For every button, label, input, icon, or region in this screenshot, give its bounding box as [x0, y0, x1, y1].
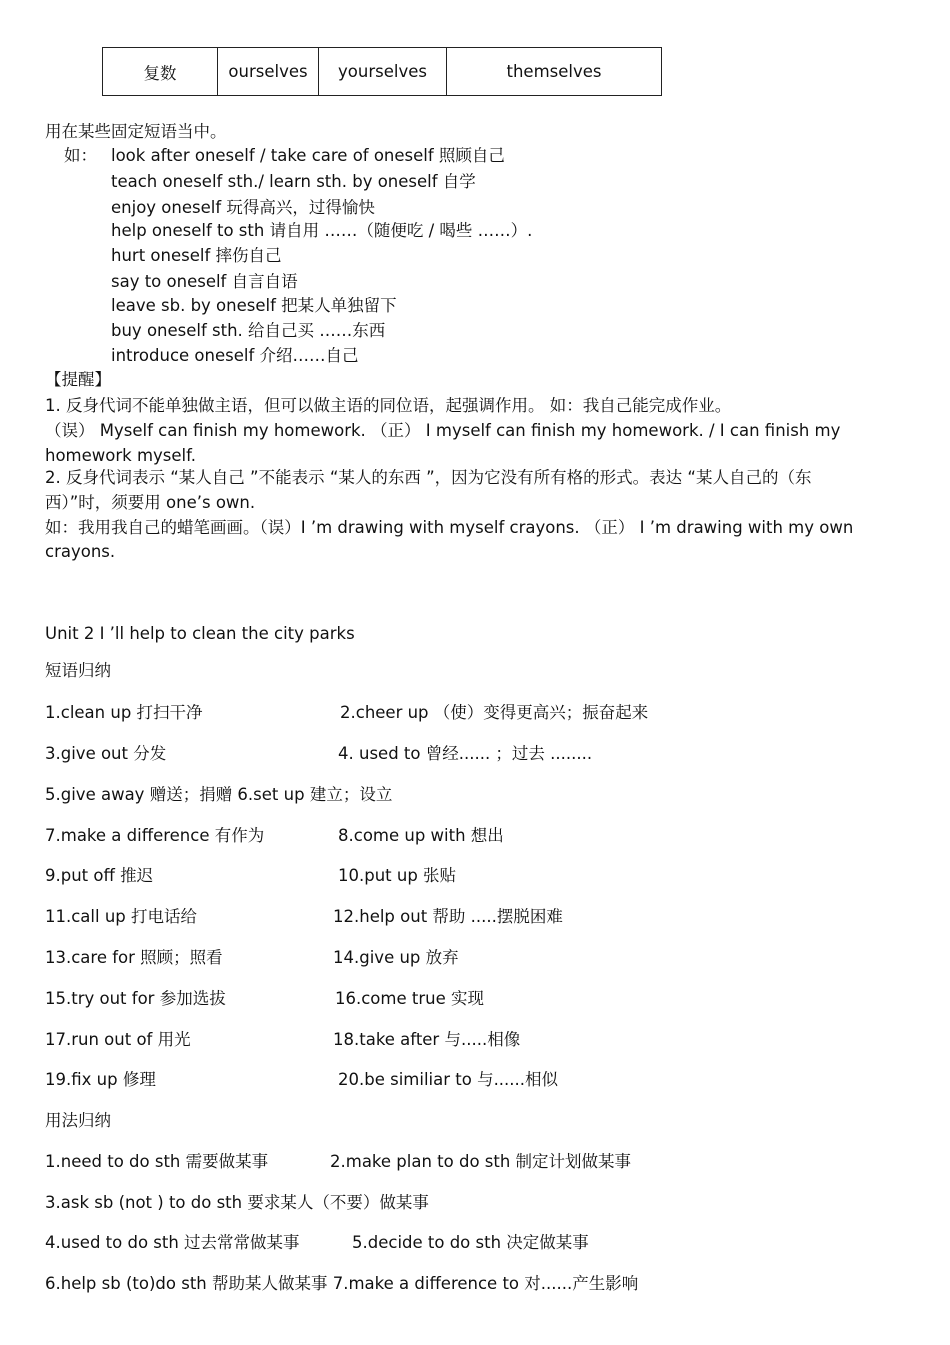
phrase-item: say to oneself 自言自语 [111, 272, 298, 291]
phrase-item: leave sb. by oneself 把某人单独留下 [111, 296, 397, 315]
phrase-pair-right: 12.help out 帮助 .....摆脱困难 [333, 907, 563, 926]
phrase-pair-left: 11.call up 打电话给 [45, 907, 198, 926]
phrase-item: introduce oneself 介绍……自己 [111, 346, 359, 365]
usage-left: 4.used to do sth 过去常常做某事 [45, 1233, 300, 1252]
phrase-pair-left: 5.give away 赠送；捐赠 6.set up 建立；设立 [45, 785, 393, 804]
phrase-pair-right: 2.cheer up （使）变得更高兴；振奋起来 [340, 703, 649, 722]
usage-left: 6.help sb (to)do sth 帮助某人做某事 7.make a difference to 对......产生影响 [45, 1274, 639, 1293]
phrase-pair-left: 7.make a difference 有作为 [45, 826, 265, 845]
table-cell: yourselves [319, 48, 447, 96]
phrase-pair-left: 15.try out for 参加选拔 [45, 989, 226, 1008]
note-line: 西）”时，须要用 one’s own. [45, 493, 256, 512]
phrase-pair-right: 10.put up 张贴 [338, 866, 457, 885]
note-line: 2. 反身代词表示 “某人自己 ”不能表示 “某人的东西 ”，因为它没有所有格的形式。表达 “某人自己的（东 [45, 468, 812, 487]
table-cell-plural: 复数 [103, 48, 218, 96]
phrase-section-title: 短语归纳 [45, 661, 111, 680]
usage-left: 1.need to do sth 需要做某事 [45, 1152, 269, 1171]
example-prefix: 如： [64, 146, 97, 165]
phrase-item: enjoy oneself 玩得高兴，过得愉快 [111, 198, 375, 217]
note-line: 如：我用我自己的蜡笔画画。（误）I ’m drawing with myself crayons. （正） I ’m drawing with my own [45, 518, 854, 537]
phrase-item: hurt oneself 摔伤自己 [111, 246, 282, 265]
phrase-item: help oneself to sth 请自用 ……（随便吃 / 喝些 ……）. [111, 221, 533, 240]
unit-title: Unit 2 I ’ll help to clean the city parks [45, 624, 355, 643]
note-line: homework myself. [45, 446, 196, 465]
phrase-pair-right: 4. used to 曾经...... ；过去 ........ [338, 744, 593, 763]
usage-right: 2.make plan to do sth 制定计划做某事 [330, 1152, 632, 1171]
table-cell: themselves [447, 48, 662, 96]
reminder-heading: 【提醒】 [45, 370, 111, 389]
usage-intro: 用在某些固定短语当中。 [45, 122, 227, 141]
phrase-pair-right: 14.give up 放弃 [333, 948, 459, 967]
phrase-pair-right: 16.come true 实现 [335, 989, 484, 1008]
table-row [103, 48, 662, 96]
phrase-item: look after oneself / take care of oneself 照顾自己 [111, 146, 505, 165]
phrase-item: teach oneself sth./ learn sth. by oneself 自学 [111, 172, 476, 191]
note-line: （误） Myself can finish my homework. （正） I myself can finish my homework. / I can finish my [45, 421, 841, 440]
usage-left: 3.ask sb (not ) to do sth 要求某人（不要）做某事 [45, 1193, 429, 1212]
phrase-pair-left: 9.put off 推迟 [45, 866, 154, 885]
phrase-item: buy oneself sth. 给自己买 ……东西 [111, 321, 386, 340]
phrase-pair-left: 13.care for 照顾；照看 [45, 948, 223, 967]
phrase-pair-right: 20.be similiar to 与......相似 [338, 1070, 559, 1089]
phrase-pair-right: 18.take after 与.....相像 [333, 1030, 521, 1049]
reflexive-pronoun-table [102, 47, 662, 96]
note-line: 1. 反身代词不能单独做主语，但可以做主语的同位语，起强调作用。 如：我自己能完成作业。 [45, 396, 732, 415]
note-line: crayons. [45, 542, 116, 561]
table-cell: ourselves [218, 48, 319, 96]
phrase-pair-left: 3.give out 分发 [45, 744, 167, 763]
usage-section-title: 用法归纳 [45, 1111, 111, 1130]
phrase-pair-left: 17.run out of 用光 [45, 1030, 191, 1049]
phrase-pair-right: 8.come up with 想出 [338, 826, 504, 845]
phrase-pair-left: 19.fix up 修理 [45, 1070, 156, 1089]
phrase-pair-left: 1.clean up 打扫干净 [45, 703, 203, 722]
usage-right: 5.decide to do sth 决定做某事 [352, 1233, 589, 1252]
